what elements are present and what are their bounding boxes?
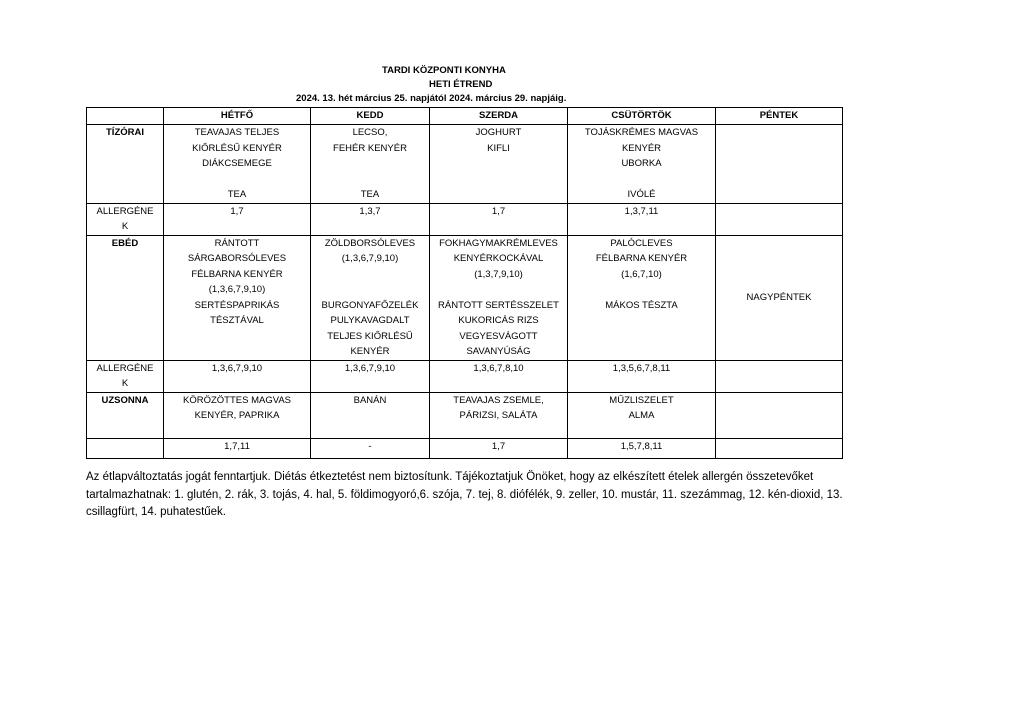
menu-title: HETI ÉTREND bbox=[429, 79, 493, 90]
allergen-disclaimer: Az étlapváltoztatás jogát fenntartjuk. Diétás étkeztetést nem biztosítunk. Tájékoztatjuk Önöket, hogy az elkészített ételek allergén összetevőket tartalmazhatnak: 1. glutén, 2. rák, 3. tojás, 4. hal, 5. földimogyoró,6. szója, 7. tej, 8. diófélék, 9. zeller, 10. mustár, 11. szezámmag, 12. kén-dioxid, 13. csillagfürt, 14. puhatestűek. bbox=[86, 471, 843, 518]
table-row bbox=[87, 235, 843, 360]
menu-cell: RÁNTOTT SÁRGABORSÓLEVES FÉLBARNA KENYÉR (1,3,6,7,9,10) SERTÉSPAPRIKÁS TÉSZTÁVAL bbox=[164, 235, 311, 360]
kitchen-title: TARDI KÖZPONTI KONYHA bbox=[382, 65, 506, 76]
menu-cell: MŰZLISZELET ALMA bbox=[568, 392, 716, 438]
day-header-row bbox=[87, 108, 843, 125]
allergen-cell: 1,3,6,7,8,10 bbox=[430, 360, 568, 392]
allergen-cell: 1,3,6,7,9,10 bbox=[311, 360, 430, 392]
menu-cell: BANÁN bbox=[311, 392, 430, 438]
table-row bbox=[87, 125, 843, 204]
menu-cell: TEAVAJAS TELJES KIŐRLÉSŰ KENYÉR DIÁKCSEMEGE TEA bbox=[164, 125, 311, 204]
allergen-cell: 1,3,6,7,9,10 bbox=[164, 360, 311, 392]
menu-cell: ZÖLDBORSÓLEVES (1,3,6,7,9,10) BURGONYAFŐZELÉK PULYKAVAGDALT TELJES KIŐRLÉSŰ KENYÉR bbox=[311, 235, 430, 360]
table-row bbox=[87, 360, 843, 392]
menu-cell: JOGHURT KIFLI bbox=[430, 125, 568, 204]
allergen-cell: 1,7 bbox=[430, 438, 568, 458]
row-label-afternoon-snack: UZSONNA bbox=[87, 392, 164, 438]
menu-cell: PALÓCLEVES FÉLBARNA KENYÉR (1,6,7,10) MÁKOS TÉSZTA bbox=[568, 235, 716, 360]
row-label-allergens: ALLERGÉNE K bbox=[87, 360, 164, 392]
table-row bbox=[87, 203, 843, 235]
menu-cell bbox=[716, 125, 843, 204]
allergen-cell: 1,7 bbox=[430, 203, 568, 235]
allergen-cell: 1,7,11 bbox=[164, 438, 311, 458]
menu-cell bbox=[716, 392, 843, 438]
menu-cell: FOKHAGYMAKRÉMLEVES KENYÉRKOCKÁVAL (1,3,7,9,10) RÁNTOTT SERTÉSSZELET KUKORICÁS RIZS VEGYESVÁGOTT SAVANYÚSÁG bbox=[430, 235, 568, 360]
allergen-cell bbox=[716, 203, 843, 235]
allergen-cell: 1,7 bbox=[164, 203, 311, 235]
day-header-monday: HÉTFŐ bbox=[164, 108, 311, 125]
corner-cell bbox=[87, 108, 164, 125]
table-row bbox=[87, 392, 843, 438]
week-date-range: 2024. 13. hét március 25. napjától 2024. március 29. napjáig. bbox=[296, 93, 567, 104]
menu-cell-holiday: NAGYPÉNTEK bbox=[716, 235, 843, 360]
menu-cell: KÖRÖZÖTTES MAGVAS KENYÉR, PAPRIKA bbox=[164, 392, 311, 438]
menu-cell: TEAVAJAS ZSEMLE, PÁRIZSI, SALÁTA bbox=[430, 392, 568, 438]
day-header-tuesday: KEDD bbox=[311, 108, 430, 125]
day-header-friday: PÉNTEK bbox=[716, 108, 843, 125]
row-label-allergens: ALLERGÉNE K bbox=[87, 203, 164, 235]
allergen-cell: 1,3,7,11 bbox=[568, 203, 716, 235]
allergen-cell: - bbox=[311, 438, 430, 458]
row-label-lunch: EBÉD bbox=[87, 235, 164, 360]
allergen-cell bbox=[716, 438, 843, 458]
day-header-thursday: CSÜTÖRTÖK bbox=[568, 108, 716, 125]
allergen-cell: 1,3,7 bbox=[311, 203, 430, 235]
day-header-wednesday: SZERDA bbox=[430, 108, 568, 125]
row-label-empty bbox=[87, 438, 164, 458]
weekly-menu-table bbox=[86, 107, 843, 459]
row-label-morning-snack: TÍZÓRAI bbox=[87, 125, 164, 204]
menu-cell: TOJÁSKRÉMES MAGVAS KENYÉR UBORKA IVÓLÉ bbox=[568, 125, 716, 204]
allergen-cell: 1,5,7,8,11 bbox=[568, 438, 716, 458]
allergen-cell bbox=[716, 360, 843, 392]
menu-cell: LECSO, FEHÉR KENYÉR TEA bbox=[311, 125, 430, 204]
table-row bbox=[87, 438, 843, 458]
allergen-cell: 1,3,5,6,7,8,11 bbox=[568, 360, 716, 392]
